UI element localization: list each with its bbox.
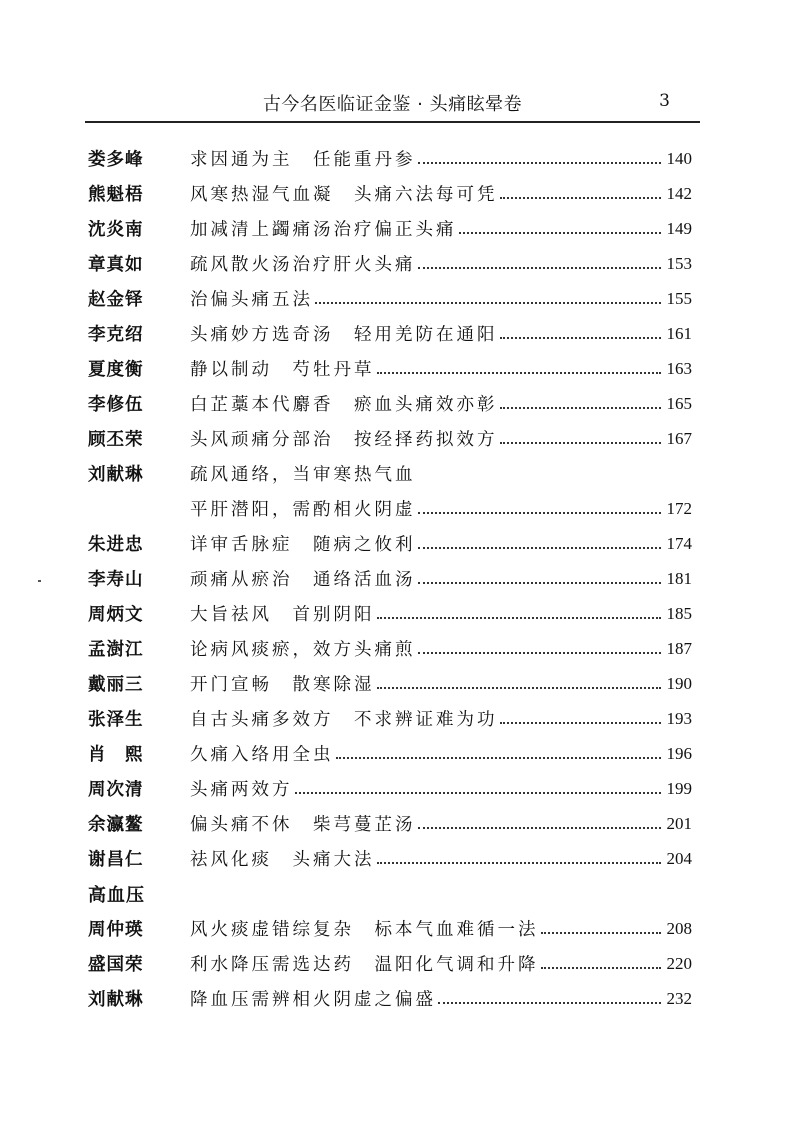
entry-title: 祛风化痰 头痛大法 [190,850,375,870]
author-name: 盛国荣 [88,955,144,975]
author-name: 朱进忠 [88,535,144,555]
entry-page-number: 232 [666,988,692,1008]
dot-leader [500,407,661,409]
author-name: 夏度衡 [88,360,144,380]
entry-title: 论病风痰瘀，效方头痛煎 [190,640,416,660]
entry-title: 偏头痛不休 柴芎蔓芷汤 [190,815,416,835]
dot-leader [418,582,661,584]
entry-title: 开门宣畅 散寒除湿 [190,675,375,695]
dot-leader [377,617,661,619]
scan-speck [38,580,41,582]
entry-page-number: 204 [666,848,692,868]
dot-leader [418,827,661,829]
page-number: 3 [659,91,670,111]
author-name: 张泽生 [88,710,144,730]
entry-page-number: 165 [666,393,692,413]
entry-title: 风寒热湿气血凝 头痛六法每可凭 [190,185,498,205]
entry-title: 久痛入络用全虫 [190,745,334,765]
entry-page-number: 196 [666,743,692,763]
author-name: 赵金铎 [88,290,144,310]
section-title: 高血压 [88,884,145,906]
entry-page-number: 142 [666,183,692,203]
entry-page-number: 193 [666,708,692,728]
entry-title: 头痛两效方 [190,780,293,800]
entry-title: 疏风散火汤治疗肝火头痛 [190,255,416,275]
author-name: 娄多峰 [88,150,144,170]
dot-leader [418,512,661,514]
toc-entry [88,946,692,981]
toc-entry [88,246,692,281]
entry-page-number: 201 [666,813,692,833]
entry-title: 静以制动 芍牡丹草 [190,360,375,380]
dot-leader [295,792,661,794]
entry-title: 降血压需辨相火阴虚之偏盛 [190,990,436,1010]
toc-entry [88,701,692,736]
entry-title: 白芷藁本代麝香 瘀血头痛效亦彰 [190,395,498,415]
toc-entry [88,526,692,561]
entry-page-number: 190 [666,673,692,693]
entry-page-number: 208 [666,918,692,938]
entry-page-number: 167 [666,428,692,448]
author-name: 戴丽三 [88,675,144,695]
toc-entry [88,421,692,456]
toc-entry [88,666,692,701]
toc-entry [88,316,692,351]
entry-title: 治偏头痛五法 [190,290,313,310]
author-name: 周炳文 [88,605,144,625]
entry-page-number: 187 [666,638,692,658]
author-name: 李克绍 [88,325,144,345]
toc-entry [88,386,692,421]
dot-leader [459,232,661,234]
entry-page-number: 172 [666,498,692,518]
dot-leader [377,687,661,689]
toc-entry [88,631,692,666]
entry-title: 头痛妙方选奇汤 轻用羌防在通阳 [190,325,498,345]
author-name: 沈炎南 [88,220,144,240]
toc-entry [88,911,692,946]
entry-title: 加减清上蠲痛汤治疗偏正头痛 [190,220,457,240]
author-name: 肖 熙 [88,745,144,765]
entry-title: 疏风通络，当审寒热气血 [190,465,416,485]
toc-entry [88,561,692,596]
entry-title: 平肝潜阳，需酌相火阴虚 [190,500,416,520]
entry-title: 顽痛从瘀治 通络活血汤 [190,570,416,590]
toc-entry [88,596,692,631]
dot-leader [418,547,661,549]
toc-entry [88,771,692,806]
author-name: 顾丕荣 [88,430,144,450]
dot-leader [377,372,661,374]
table-of-contents [88,141,692,1016]
dot-leader [541,932,661,934]
entry-page-number: 185 [666,603,692,623]
entry-page-number: 181 [666,568,692,588]
dot-leader [336,757,661,759]
dot-leader [418,267,661,269]
toc-entry [88,806,692,841]
entry-title: 详审舌脉症 随病之攸利 [190,535,416,555]
entry-page-number: 153 [666,253,692,273]
entry-page-number: 163 [666,358,692,378]
entry-page-number: 155 [666,288,692,308]
entry-page-number: 220 [666,953,692,973]
entry-title: 自古头痛多效方 不求辨证难为功 [190,710,498,730]
author-name: 孟澍江 [88,640,144,660]
entry-page-number: 174 [666,533,692,553]
author-name: 余瀛鳌 [88,815,144,835]
author-name: 熊魁梧 [88,185,144,205]
toc-entry [88,736,692,771]
toc-entry [88,176,692,211]
dot-leader [500,722,661,724]
toc-entry [88,491,692,526]
toc-entry [88,281,692,316]
entry-page-number: 149 [666,218,692,238]
book-title: 古今名医临证金鉴 · 头痛眩晕卷 [262,94,523,115]
dot-leader [500,442,661,444]
toc-section-heading [88,876,692,911]
entry-title: 风火痰虚错综复杂 标本气血难循一法 [190,920,539,940]
dot-leader [377,862,661,864]
entry-page-number: 199 [666,778,692,798]
author-name: 周仲瑛 [88,920,144,940]
toc-entry [88,841,692,876]
entry-page-number: 161 [666,323,692,343]
author-name: 章真如 [88,255,144,275]
entry-title: 大旨祛风 首别阴阳 [190,605,375,625]
entry-title: 头风顽痛分部治 按经择药拟效方 [190,430,498,450]
author-name: 谢昌仁 [88,850,144,870]
dot-leader [500,337,661,339]
toc-entry [88,981,692,1016]
author-name: 刘献琳 [88,990,144,1010]
author-name: 周次清 [88,780,144,800]
toc-entry [88,141,692,176]
author-name: 李寿山 [88,570,144,590]
running-header [85,88,700,118]
dot-leader [541,967,661,969]
dot-leader [315,302,661,304]
header-rule [85,121,700,123]
toc-entry [88,456,692,491]
dot-leader [418,162,661,164]
toc-entry [88,351,692,386]
author-name: 刘献琳 [88,465,144,485]
toc-entry [88,211,692,246]
dot-leader [438,1002,661,1004]
entry-title: 利水降压需选达药 温阳化气调和升降 [190,955,539,975]
entry-title: 求因通为主 任能重丹参 [190,150,416,170]
entry-page-number: 140 [666,148,692,168]
dot-leader [500,197,661,199]
dot-leader [418,652,661,654]
author-name: 李修伍 [88,395,144,415]
